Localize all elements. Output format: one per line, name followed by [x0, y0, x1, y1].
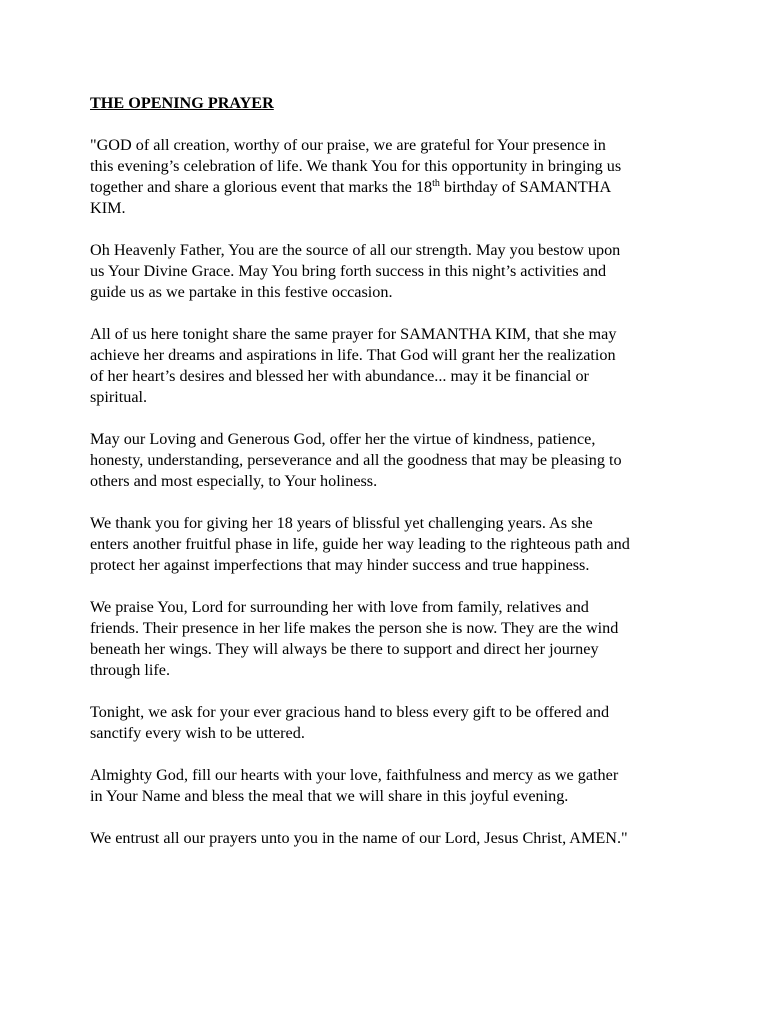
paragraph [90, 429, 680, 492]
text-line [90, 177, 680, 198]
paragraph [90, 240, 680, 303]
paragraph [90, 702, 680, 744]
text-line: protect her against imperfections that may hinder success and true happiness. [90, 556, 590, 574]
text-line: honesty, understanding, perseverance and all the goodness that may be pleasing to [90, 451, 622, 469]
text-line: of her heart’s desires and blessed her with abundance... may it be financial or [90, 367, 589, 385]
text-line: through life. [90, 661, 171, 679]
paragraph [90, 597, 680, 681]
paragraph [90, 828, 680, 849]
paragraph [90, 765, 680, 807]
text-line: friends. Their presence in her life makes the person she is now. They are the wind [90, 619, 619, 637]
text-line: achieve her dreams and aspirations in life. That God will grant her the realization [90, 346, 616, 364]
text-line: May our Loving and Generous God, offer her the virtue of kindness, patience, [90, 430, 596, 448]
text-line: Tonight, we ask for your ever gracious hand to bless every gift to be offered and [90, 703, 610, 721]
text-line: beneath her wings. They will always be there to support and direct her journey [90, 640, 599, 658]
text-line: enters another fruitful phase in life, guide her way leading to the righteous path and [90, 535, 630, 553]
text-line: We thank you for giving her 18 years of blissful yet challenging years. As she [90, 514, 593, 532]
ordinal-superscript: th [432, 178, 440, 189]
text-line: Almighty God, fill our hearts with your love, faithfulness and mercy as we gather [90, 766, 619, 784]
paragraph-list [90, 135, 680, 849]
prayer-text [90, 93, 680, 849]
text-fragment: birthday of SAMANTHA [439, 178, 612, 196]
text-line: us Your Divine Grace. May You bring forth success in this night’s activities and [90, 262, 607, 280]
text-line: Oh Heavenly Father, You are the source of all our strength. May you bestow upon [90, 241, 621, 259]
text-line: this evening’s celebration of life. We thank You for this opportunity in bringing us [90, 157, 622, 175]
text-line: spiritual. [90, 388, 148, 406]
text-line: in Your Name and bless the meal that we will share in this joyful evening. [90, 787, 569, 805]
text-line: KIM. [90, 199, 126, 217]
text-line: sanctify every wish to be uttered. [90, 724, 305, 742]
text-fragment: together and share a glorious event that marks the 18 [90, 178, 433, 196]
text-line: We entrust all our prayers unto you in the name of our Lord, Jesus Christ, AMEN." [90, 829, 628, 847]
paragraph [90, 135, 680, 219]
text-line: guide us as we partake in this festive occasion. [90, 283, 393, 301]
paragraph [90, 513, 680, 576]
text-line: All of us here tonight share the same prayer for SAMANTHA KIM, that she may [90, 325, 617, 343]
text-line: We praise You, Lord for surrounding her with love from family, relatives and [90, 598, 589, 616]
text-line: "GOD of all creation, worthy of our praise, we are grateful for Your presence in [90, 136, 606, 154]
paragraph [90, 324, 680, 408]
text-line: others and most especially, to Your holiness. [90, 472, 378, 490]
document-title: THE OPENING PRAYER [90, 94, 274, 112]
